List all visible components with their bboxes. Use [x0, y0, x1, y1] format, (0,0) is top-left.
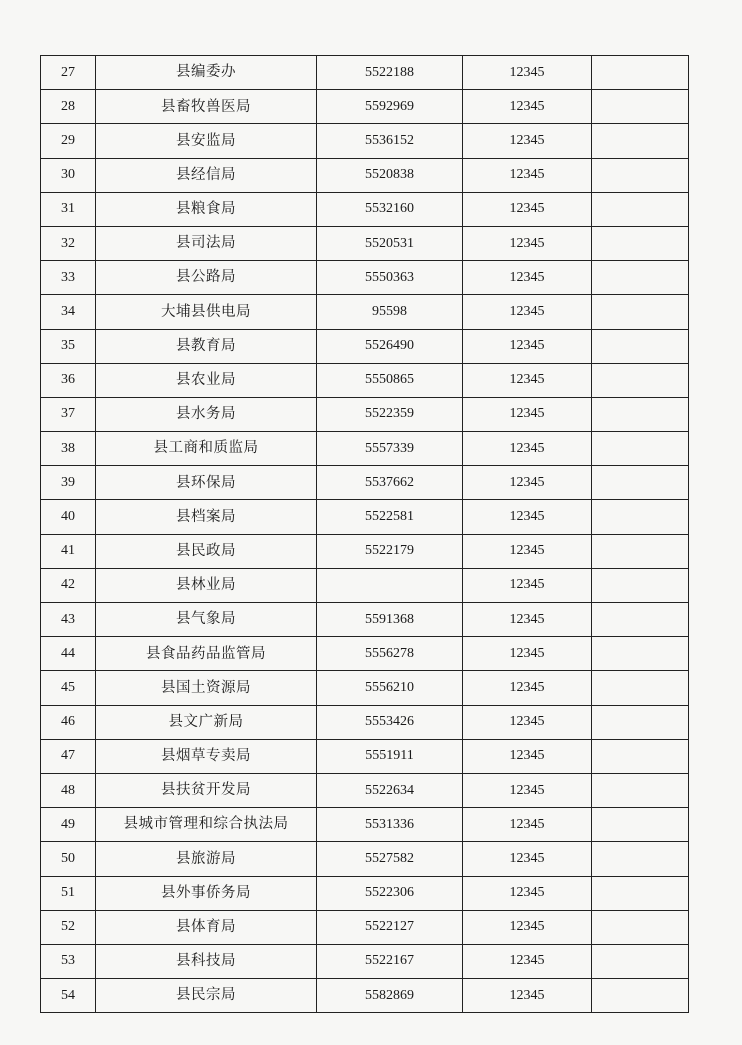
- row-number-cell: 40: [41, 500, 96, 534]
- table-row: [41, 603, 689, 637]
- row-number-cell: 46: [41, 705, 96, 739]
- table-row: [41, 363, 689, 397]
- remark-cell: [592, 158, 689, 192]
- hotline-number-cell: 12345: [463, 534, 592, 568]
- department-name-cell: 县安监局: [96, 124, 317, 158]
- phone-number-cell: 5522581: [317, 500, 463, 534]
- department-name-cell: 县工商和质监局: [96, 432, 317, 466]
- remark-cell: [592, 500, 689, 534]
- remark-cell: [592, 705, 689, 739]
- remark-cell: [592, 842, 689, 876]
- phone-number-cell: 5520531: [317, 226, 463, 260]
- remark-cell: [592, 773, 689, 807]
- hotline-number-cell: 12345: [463, 466, 592, 500]
- phone-number-cell: 5522179: [317, 534, 463, 568]
- department-name-cell: 县气象局: [96, 603, 317, 637]
- remark-cell: [592, 637, 689, 671]
- table-row: [41, 808, 689, 842]
- phone-number-cell: 5532160: [317, 192, 463, 226]
- phone-number-cell: 5522188: [317, 56, 463, 90]
- department-name-cell: 县农业局: [96, 363, 317, 397]
- table-row: [41, 534, 689, 568]
- remark-cell: [592, 534, 689, 568]
- remark-cell: [592, 739, 689, 773]
- row-number-cell: 34: [41, 295, 96, 329]
- remark-cell: [592, 944, 689, 978]
- phone-number-cell: 5557339: [317, 432, 463, 466]
- row-number-cell: 47: [41, 739, 96, 773]
- department-name-cell: 大埔县供电局: [96, 295, 317, 329]
- remark-cell: [592, 568, 689, 602]
- department-name-cell: 县畜牧兽医局: [96, 90, 317, 124]
- phone-number-cell: 5591368: [317, 603, 463, 637]
- row-number-cell: 37: [41, 397, 96, 431]
- department-name-cell: 县科技局: [96, 944, 317, 978]
- hotline-number-cell: 12345: [463, 363, 592, 397]
- hotline-number-cell: 12345: [463, 979, 592, 1013]
- hotline-number-cell: 12345: [463, 261, 592, 295]
- hotline-number-cell: 12345: [463, 500, 592, 534]
- row-number-cell: 45: [41, 671, 96, 705]
- remark-cell: [592, 124, 689, 158]
- department-name-cell: 县水务局: [96, 397, 317, 431]
- table-row: [41, 192, 689, 226]
- table-row: [41, 432, 689, 466]
- table-row: [41, 56, 689, 90]
- hotline-number-cell: 12345: [463, 637, 592, 671]
- table-row: [41, 739, 689, 773]
- remark-cell: [592, 90, 689, 124]
- remark-cell: [592, 910, 689, 944]
- table-row: [41, 90, 689, 124]
- remark-cell: [592, 295, 689, 329]
- table-row: [41, 637, 689, 671]
- hotline-number-cell: 12345: [463, 568, 592, 602]
- table-row: [41, 568, 689, 602]
- phone-number-cell: 5592969: [317, 90, 463, 124]
- row-number-cell: 44: [41, 637, 96, 671]
- row-number-cell: 28: [41, 90, 96, 124]
- hotline-number-cell: 12345: [463, 705, 592, 739]
- hotline-number-cell: 12345: [463, 432, 592, 466]
- hotline-number-cell: 12345: [463, 773, 592, 807]
- row-number-cell: 38: [41, 432, 96, 466]
- row-number-cell: 50: [41, 842, 96, 876]
- remark-cell: [592, 329, 689, 363]
- hotline-number-cell: 12345: [463, 944, 592, 978]
- row-number-cell: 51: [41, 876, 96, 910]
- phone-number-cell: 5522359: [317, 397, 463, 431]
- phone-number-cell: 5553426: [317, 705, 463, 739]
- remark-cell: [592, 192, 689, 226]
- department-name-cell: 县城市管理和综合执法局: [96, 808, 317, 842]
- phone-number-cell: 5522306: [317, 876, 463, 910]
- hotline-number-cell: 12345: [463, 329, 592, 363]
- row-number-cell: 39: [41, 466, 96, 500]
- remark-cell: [592, 671, 689, 705]
- hotline-number-cell: 12345: [463, 124, 592, 158]
- hotline-number-cell: 12345: [463, 603, 592, 637]
- department-name-cell: 县公路局: [96, 261, 317, 295]
- table-row: [41, 910, 689, 944]
- table-row: [41, 295, 689, 329]
- hotline-number-cell: 12345: [463, 910, 592, 944]
- table-row: [41, 329, 689, 363]
- department-name-cell: 县教育局: [96, 329, 317, 363]
- table-row: [41, 979, 689, 1013]
- department-name-cell: 县旅游局: [96, 842, 317, 876]
- hotline-number-cell: 12345: [463, 876, 592, 910]
- department-name-cell: 县林业局: [96, 568, 317, 602]
- department-name-cell: 县档案局: [96, 500, 317, 534]
- hotline-number-cell: 12345: [463, 808, 592, 842]
- hotline-number-cell: 12345: [463, 56, 592, 90]
- phone-number-cell: 5531336: [317, 808, 463, 842]
- remark-cell: [592, 261, 689, 295]
- phone-number-cell: 5550363: [317, 261, 463, 295]
- department-name-cell: 县外事侨务局: [96, 876, 317, 910]
- hotline-number-cell: 12345: [463, 397, 592, 431]
- row-number-cell: 54: [41, 979, 96, 1013]
- table-row: [41, 261, 689, 295]
- remark-cell: [592, 808, 689, 842]
- table-row: [41, 944, 689, 978]
- hotline-number-cell: 12345: [463, 226, 592, 260]
- remark-cell: [592, 397, 689, 431]
- table-row: [41, 500, 689, 534]
- table-row: [41, 842, 689, 876]
- department-name-cell: 县司法局: [96, 226, 317, 260]
- table-row: [41, 773, 689, 807]
- department-name-cell: 县食品药品监管局: [96, 637, 317, 671]
- remark-cell: [592, 876, 689, 910]
- row-number-cell: 35: [41, 329, 96, 363]
- phone-number-cell: 5550865: [317, 363, 463, 397]
- table-row: [41, 158, 689, 192]
- department-name-cell: 县环保局: [96, 466, 317, 500]
- phone-number-cell: 5522634: [317, 773, 463, 807]
- row-number-cell: 53: [41, 944, 96, 978]
- phone-number-cell: 5536152: [317, 124, 463, 158]
- remark-cell: [592, 432, 689, 466]
- phone-number-cell: [317, 568, 463, 602]
- directory-table: [40, 55, 689, 1013]
- remark-cell: [592, 226, 689, 260]
- table-row: [41, 226, 689, 260]
- phone-number-cell: 95598: [317, 295, 463, 329]
- phone-number-cell: 5551911: [317, 739, 463, 773]
- phone-number-cell: 5556278: [317, 637, 463, 671]
- phone-number-cell: 5522127: [317, 910, 463, 944]
- department-name-cell: 县粮食局: [96, 192, 317, 226]
- table-row: [41, 671, 689, 705]
- table-body: [41, 56, 689, 1013]
- table-row: [41, 397, 689, 431]
- department-name-cell: 县烟草专卖局: [96, 739, 317, 773]
- row-number-cell: 52: [41, 910, 96, 944]
- department-name-cell: 县国土资源局: [96, 671, 317, 705]
- phone-number-cell: 5537662: [317, 466, 463, 500]
- hotline-number-cell: 12345: [463, 158, 592, 192]
- department-name-cell: 县文广新局: [96, 705, 317, 739]
- department-name-cell: 县民政局: [96, 534, 317, 568]
- row-number-cell: 48: [41, 773, 96, 807]
- remark-cell: [592, 603, 689, 637]
- department-name-cell: 县扶贫开发局: [96, 773, 317, 807]
- phone-number-cell: 5527582: [317, 842, 463, 876]
- phone-number-cell: 5526490: [317, 329, 463, 363]
- department-name-cell: 县编委办: [96, 56, 317, 90]
- row-number-cell: 36: [41, 363, 96, 397]
- remark-cell: [592, 56, 689, 90]
- remark-cell: [592, 979, 689, 1013]
- phone-number-cell: 5522167: [317, 944, 463, 978]
- hotline-number-cell: 12345: [463, 295, 592, 329]
- row-number-cell: 43: [41, 603, 96, 637]
- table-row: [41, 124, 689, 158]
- table-row: [41, 705, 689, 739]
- hotline-number-cell: 12345: [463, 192, 592, 226]
- phone-number-cell: 5520838: [317, 158, 463, 192]
- department-name-cell: 县体育局: [96, 910, 317, 944]
- row-number-cell: 42: [41, 568, 96, 602]
- remark-cell: [592, 466, 689, 500]
- row-number-cell: 31: [41, 192, 96, 226]
- row-number-cell: 29: [41, 124, 96, 158]
- hotline-number-cell: 12345: [463, 842, 592, 876]
- row-number-cell: 30: [41, 158, 96, 192]
- row-number-cell: 32: [41, 226, 96, 260]
- row-number-cell: 27: [41, 56, 96, 90]
- hotline-number-cell: 12345: [463, 671, 592, 705]
- phone-number-cell: 5582869: [317, 979, 463, 1013]
- hotline-number-cell: 12345: [463, 90, 592, 124]
- table-row: [41, 876, 689, 910]
- table-row: [41, 466, 689, 500]
- remark-cell: [592, 363, 689, 397]
- department-name-cell: 县民宗局: [96, 979, 317, 1013]
- department-name-cell: 县经信局: [96, 158, 317, 192]
- row-number-cell: 41: [41, 534, 96, 568]
- phone-number-cell: 5556210: [317, 671, 463, 705]
- hotline-number-cell: 12345: [463, 739, 592, 773]
- row-number-cell: 33: [41, 261, 96, 295]
- row-number-cell: 49: [41, 808, 96, 842]
